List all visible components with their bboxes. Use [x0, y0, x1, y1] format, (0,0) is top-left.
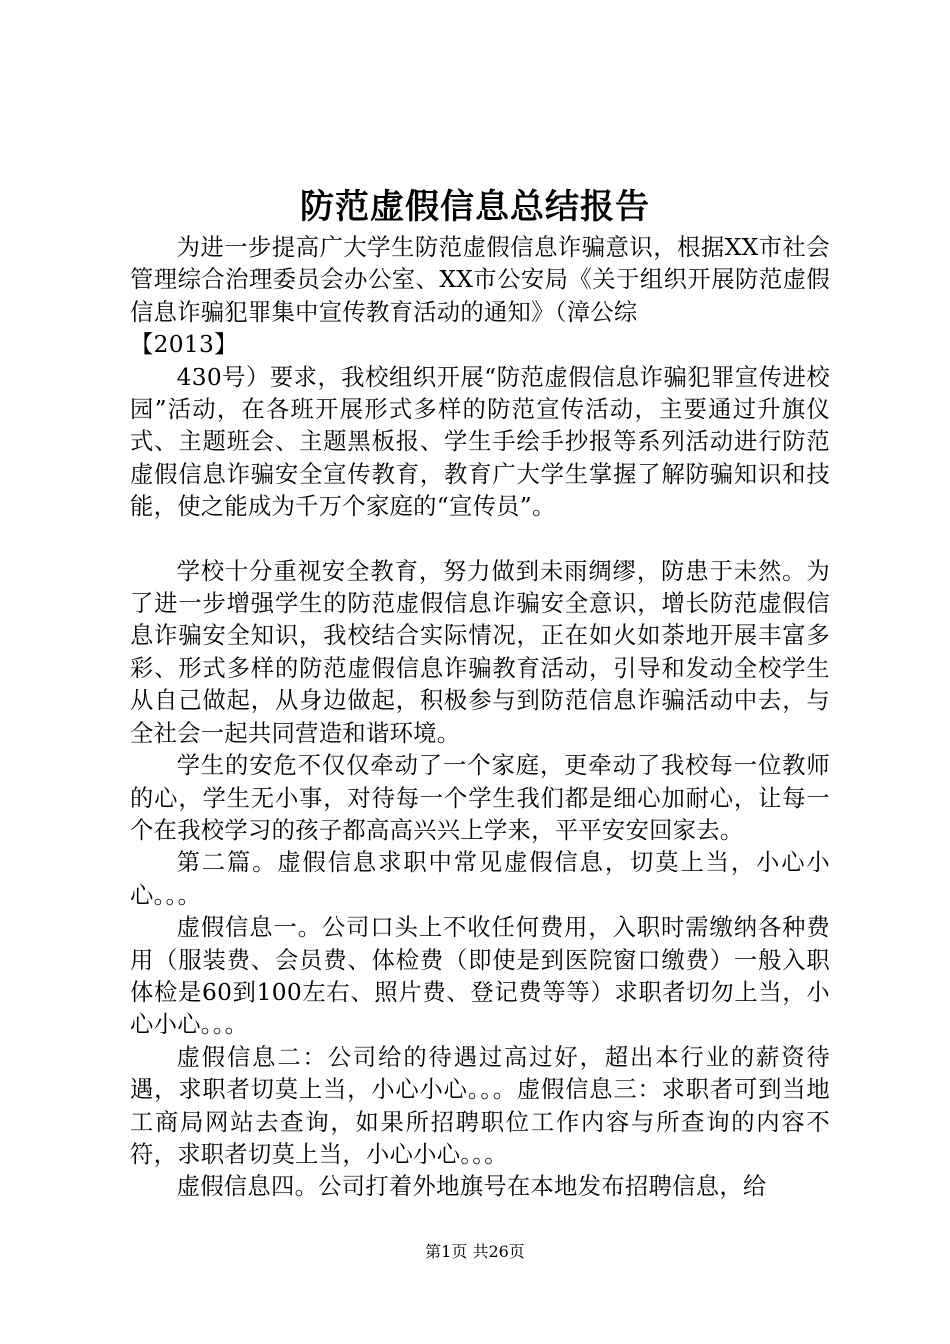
document-body: [130, 232, 830, 1204]
paragraph-section-two: 第二篇。虚假信息求职中常见虚假信息，切莫上当，小心小心。。。: [130, 849, 830, 909]
paragraph-fake-info-four: 虚假信息四。公司打着外地旗号在本地发布招聘信息，给: [176, 1173, 767, 1201]
paragraph-gap: [130, 524, 830, 556]
paragraph-doc-number: 【2013】: [130, 331, 238, 359]
paragraph-school-safety: 学校十分重视安全教育，努力做到未雨绸缪，防患于未然。为了进一步增强学生的防范虚假信息诈骗安全意识，增长防范虚假信息诈骗安全知识，我校结合实际情况，正在如火如荼地开展丰富多彩、形式多样的防范虚假信息诈骗教育活动，引导和发动全校学生从自己做起，从身边做起，积极参与到防范信息诈骗活动中去，与全社会一起共同营造和谐环境。: [130, 557, 830, 747]
document-title: 防范虚假信息总结报告: [300, 187, 650, 227]
paragraph-intro: 为进一步提高广大学生防范虚假信息诈骗意识，根据XX市社会管理综合治理委员会办公室、XX市公安局《关于组织开展防范虚假信息诈骗犯罪集中宣传教育活动的通知》（漳公综: [130, 234, 830, 326]
paragraph-activity: 430号）要求，我校组织开展“防范虚假信息诈骗犯罪宣传进校园”活动，在各班开展形式多样的防范宣传活动，主要通过升旗仪式、主题班会、主题黑板报、学生手绘手抄报等系列活动进行防范虚假信息诈骗安全宣传教育，教育广大学生掌握了解防骗知识和技能，使之能成为千万个家庭的“宣传员”。: [130, 363, 830, 521]
page-footer: 第1页 共26页: [425, 1242, 525, 1261]
paragraph-student-care: 学生的安危不仅仅牵动了一个家庭，更牵动了我校每一位教师的心，学生无小事，对待每一个学生我们都是细心加耐心，让每一个在我校学习的孩子都高高兴兴上学来，平平安安回家去。: [130, 752, 830, 844]
paragraph-fake-info-one: 虚假信息一。公司口头上不收任何费用，入职时需缴纳各种费用（服装费、会员费、体检费（即使是到医院窗口缴费）一般入职体检是60到100左右、照片费、登记费等等）求职者切勿上当，小心小心。。。: [130, 914, 830, 1039]
paragraph-fake-info-two-three: 虚假信息二：公司给的待遇过高过好，超出本行业的薪资待遇，求职者切莫上当，小心小心。。。虚假信息三：求职者可到当地工商局网站去查询，如果所招聘职位工作内容与所查询的内容不符，求职者切莫上当，小心小心。。。: [130, 1043, 830, 1168]
